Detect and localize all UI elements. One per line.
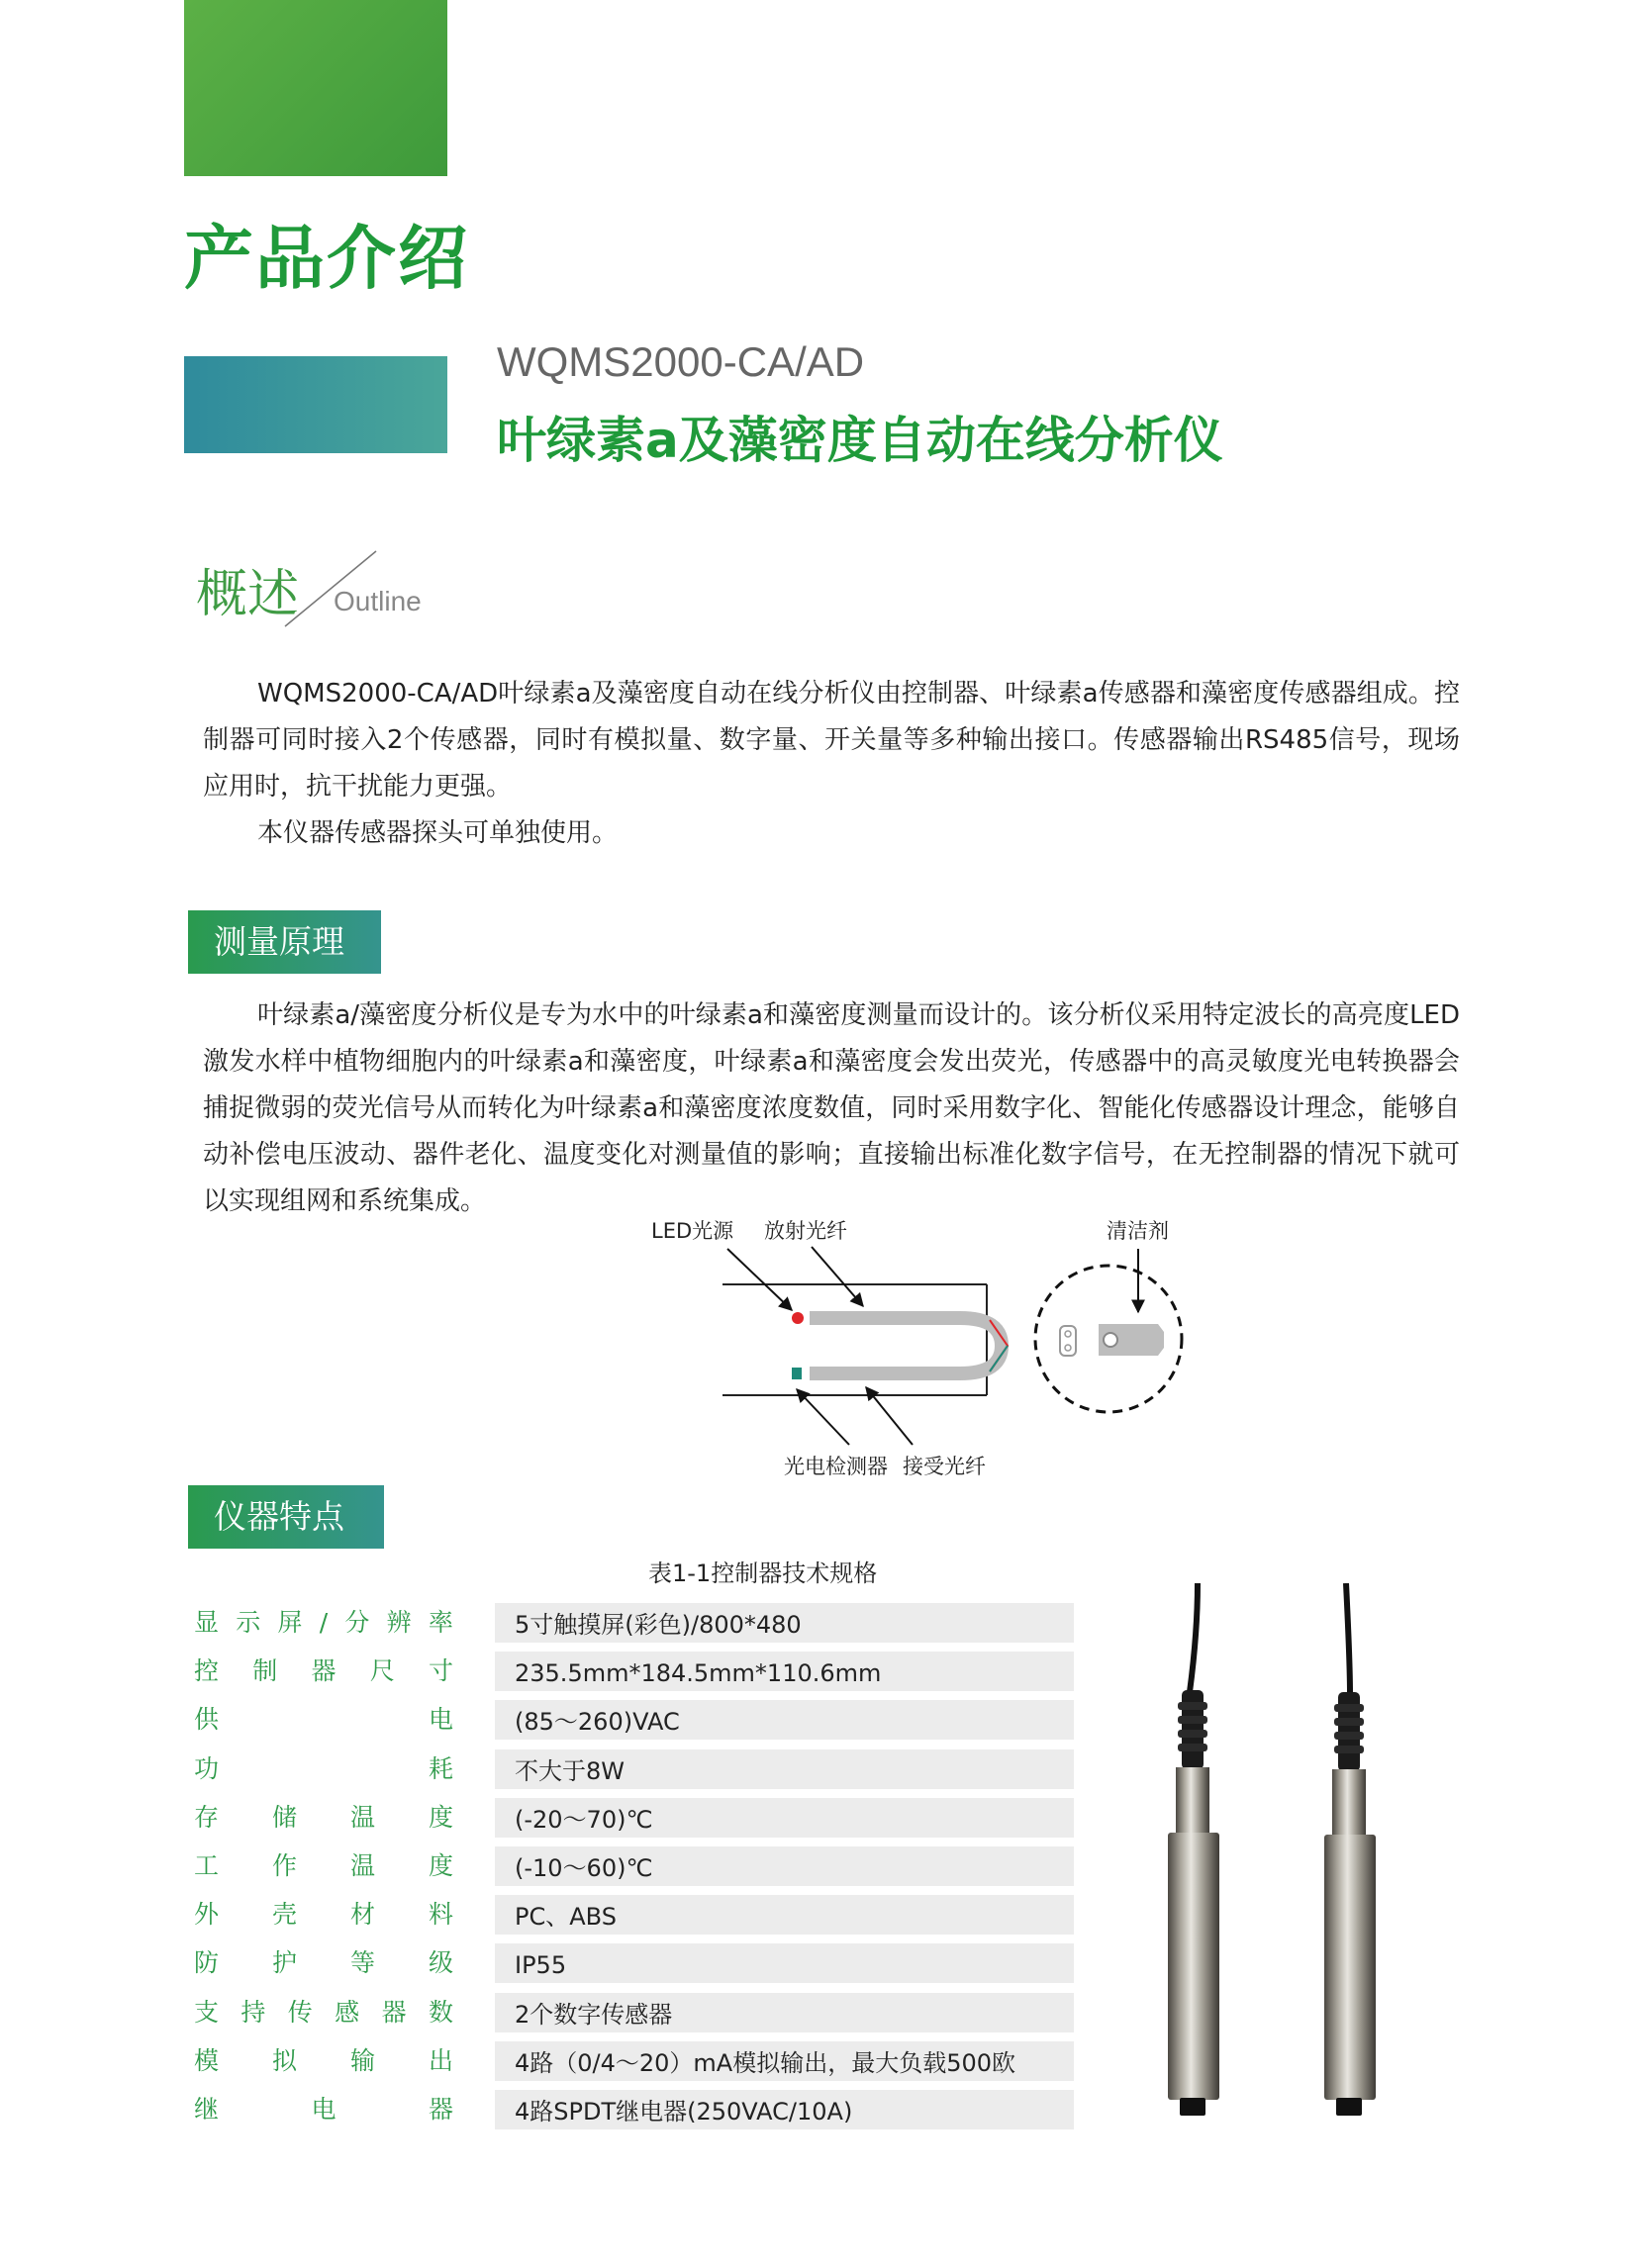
spec-label: 工 作 温 度 [194,1851,453,1880]
section-tab-principle: 测量原理 [188,910,381,974]
spec-label: 存 储 温 度 [194,1803,453,1832]
principle-text [203,992,1460,1225]
spec-value: PC、ABS [495,1895,1074,1935]
sensor-probes-photo [1138,1583,1435,2137]
spec-value: (-10～60)℃ [495,1846,1074,1886]
spec-label: 继 电 器 [194,2095,453,2124]
spec-label: 显 示 屏 / 分 辨 率 [194,1608,453,1637]
label-cleaner: 清洁剂 [1107,1219,1169,1243]
header-teal-block [184,356,447,453]
spec-value: 4路SPDT继电器(250VAC/10A) [495,2090,1074,2129]
spec-label: 防 护 等 级 [194,1948,453,1977]
spec-value: 4路（0/4～20）mA模拟输出，最大负载500欧 [495,2041,1074,2081]
fiber-u [810,1318,1002,1373]
spec-label: 功 耗 [194,1754,453,1783]
spec-value: 235.5mm*184.5mm*110.6mm [495,1652,1074,1691]
outline-title-en: Outline [334,586,422,616]
spec-value: 2个数字传感器 [495,1993,1074,2032]
principle-diagram [633,1209,1207,1506]
product-name: 叶绿素a及藻密度自动在线分析仪 [497,412,1223,469]
outline-paragraph-2: 本仪器传感器探头可单独使用。 [257,818,619,848]
spec-value: IP55 [495,1943,1074,1983]
detector-square [792,1368,802,1379]
led-dot [792,1312,804,1324]
model-code: WQMS2000-CA/AD [497,338,865,385]
spec-value: 5寸触摸屏(彩色)/800*480 [495,1603,1074,1643]
principle-paragraph: 叶绿素a/藻密度分析仪是专为水中的叶绿素a和藻密度测量而设计的。该分析仪采用特定波长的高亮度LED激发水样中植物细胞内的叶绿素a和藻密度，叶绿素a和藻密度会发出荧光，传感器中的高灵敏度光电转换器会捕捉微弱的荧光信号从而转化为叶绿素a和藻密度浓度数值，同时采用数字化、智能化传感器设计理念，能够自动补偿电压波动、器件老化、温度变化对测量值的影响；直接输出标准化数字信号，在无控制器的情况下就可以实现组网和系统集成。 [203,1000,1460,1216]
header-green-block [184,0,447,176]
probe-left [1168,1583,1219,2116]
label-emit-fiber: 放射光纤 [764,1219,847,1243]
page-title: 产品介绍 [184,218,469,299]
spec-label: 外 壳 材 料 [194,1900,453,1929]
spec-label: 供 电 [194,1705,453,1734]
table-caption: 表1-1控制器技术规格 [648,1559,878,1587]
label-led: LED光源 [651,1219,734,1243]
section-tab-features: 仪器特点 [188,1485,384,1549]
spec-value: (-20～70)℃ [495,1798,1074,1838]
led-arrow [727,1249,792,1310]
spec-label: 控 制 器 尺 寸 [194,1656,453,1685]
detector-arrow [797,1389,849,1445]
probe-right [1324,1583,1376,2116]
emit-fiber-arrow [812,1247,863,1306]
spec-value: 不大于8W [495,1749,1074,1789]
label-receive-fiber: 接受光纤 [903,1455,986,1478]
spec-value: (85～260)VAC [495,1700,1074,1740]
spec-label: 支 持 传 感 器 数 [194,1998,453,2027]
label-detector: 光电检测器 [784,1455,888,1478]
outline-paragraph-1: WQMS2000-CA/AD叶绿素a及藻密度自动在线分析仪由控制器、叶绿素a传感器和藻密度传感器组成。控制器可同时接入2个传感器，同时有模拟量、数字量、开关量等多种输出接口。传感器输出RS485信号，现场应用时，抗干扰能力更强。 [203,679,1460,802]
outline-text [203,671,1460,857]
outline-title-cn: 概述 [196,565,300,624]
spec-label: 模 拟 输 出 [194,2046,453,2075]
